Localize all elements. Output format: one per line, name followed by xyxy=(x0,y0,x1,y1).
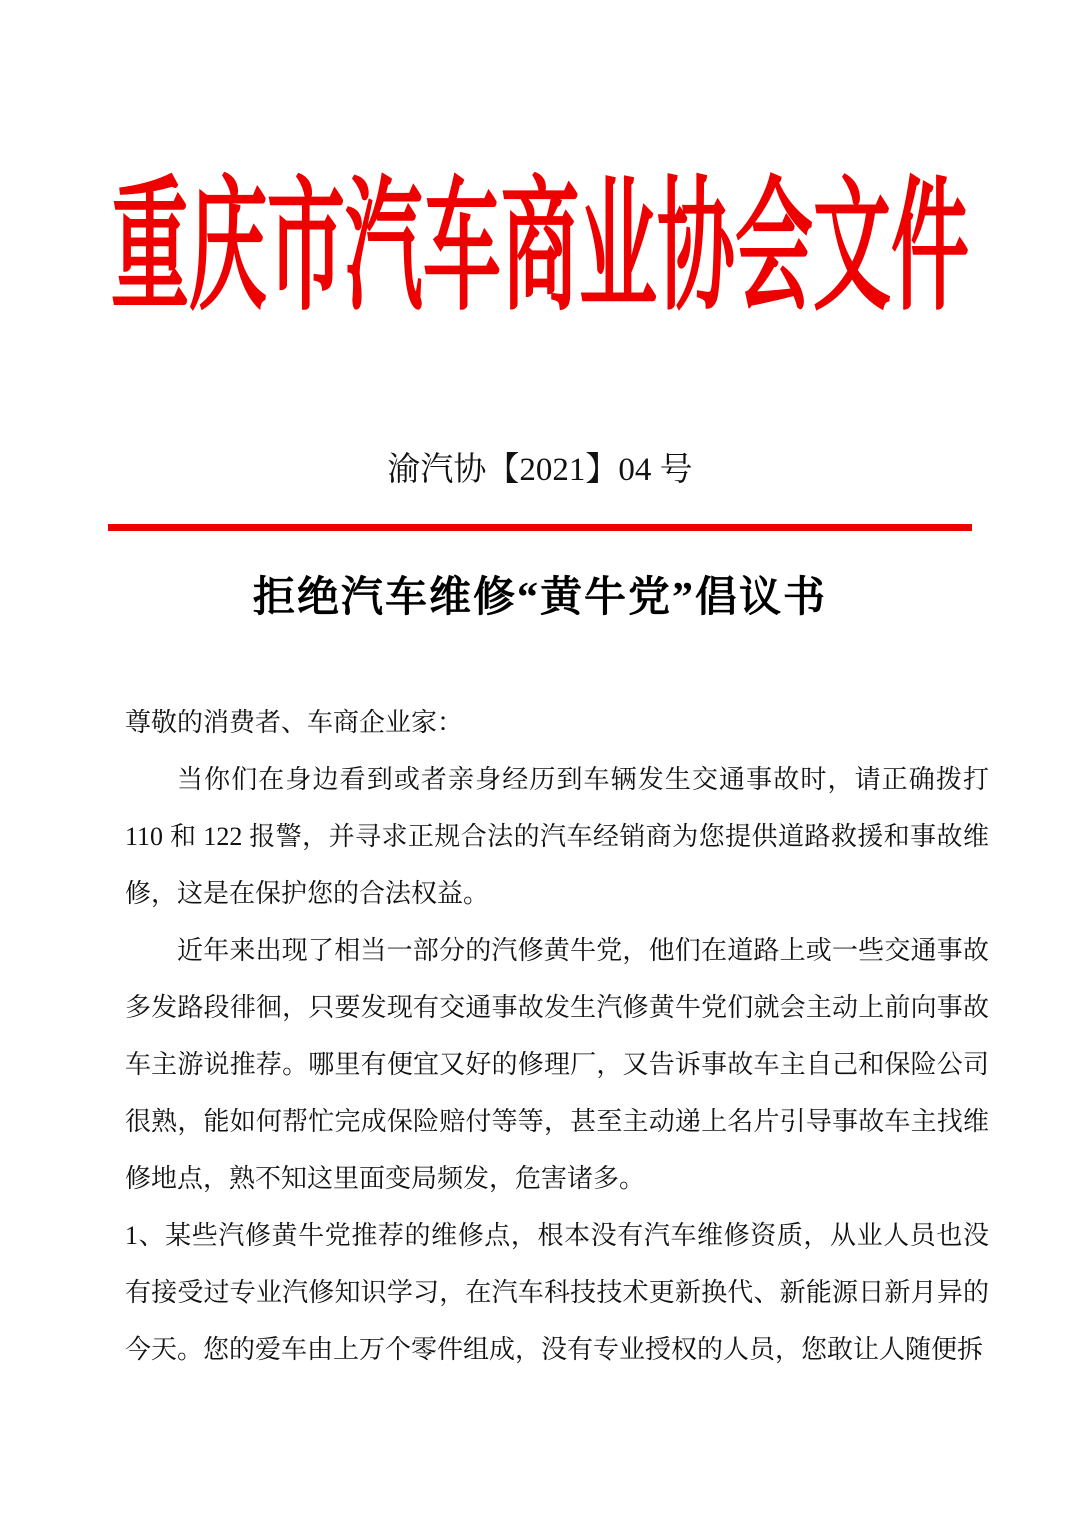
paragraph-2: 近年来出现了相当一部分的汽修黄牛党，他们在道路上或一些交通事故多发路段徘徊，只要发现有交通事故发生汽修黄牛党们就会主动上前向事故车主游说推荐。哪里有便宜又好的修理厂，又告诉事故车主自己和保险公司很熟，能如何帮忙完成保险赔付等等，甚至主动递上名片引导事故车主找维修地点，熟不知这里面变局频发，危害诸多。 xyxy=(125,936,989,1193)
org-header-title: 重庆市汽车商业协会文件 xyxy=(110,166,969,328)
paragraph-1: 当你们在身边看到或者亲身经历到车辆发生交通事故时，请正确拨打110 和 122 报警，并寻求正规合法的汽车经销商为您提供道路救援和事故维修，这是在保护您的合法权益。 xyxy=(125,765,989,908)
paragraph-3: 1、某些汽修黄牛党推荐的维修点，根本没有汽车维修资质，从业人员也没有接受过专业汽修知识学习，在汽车科技技术更新换代、新能源日新月异的今天。您的爱车由上万个零件组成，没有专业授权的人员，您敢让人随便拆 xyxy=(125,1221,989,1364)
document-title: 拒绝汽车维修“黄牛党”倡议书 xyxy=(252,575,827,621)
document-number: 渝汽协【2021】04 号 xyxy=(387,452,693,488)
salutation-line: 尊敬的消费者、车商企业家： xyxy=(125,708,464,737)
red-divider-line xyxy=(108,524,972,531)
document-body xyxy=(125,694,989,1378)
